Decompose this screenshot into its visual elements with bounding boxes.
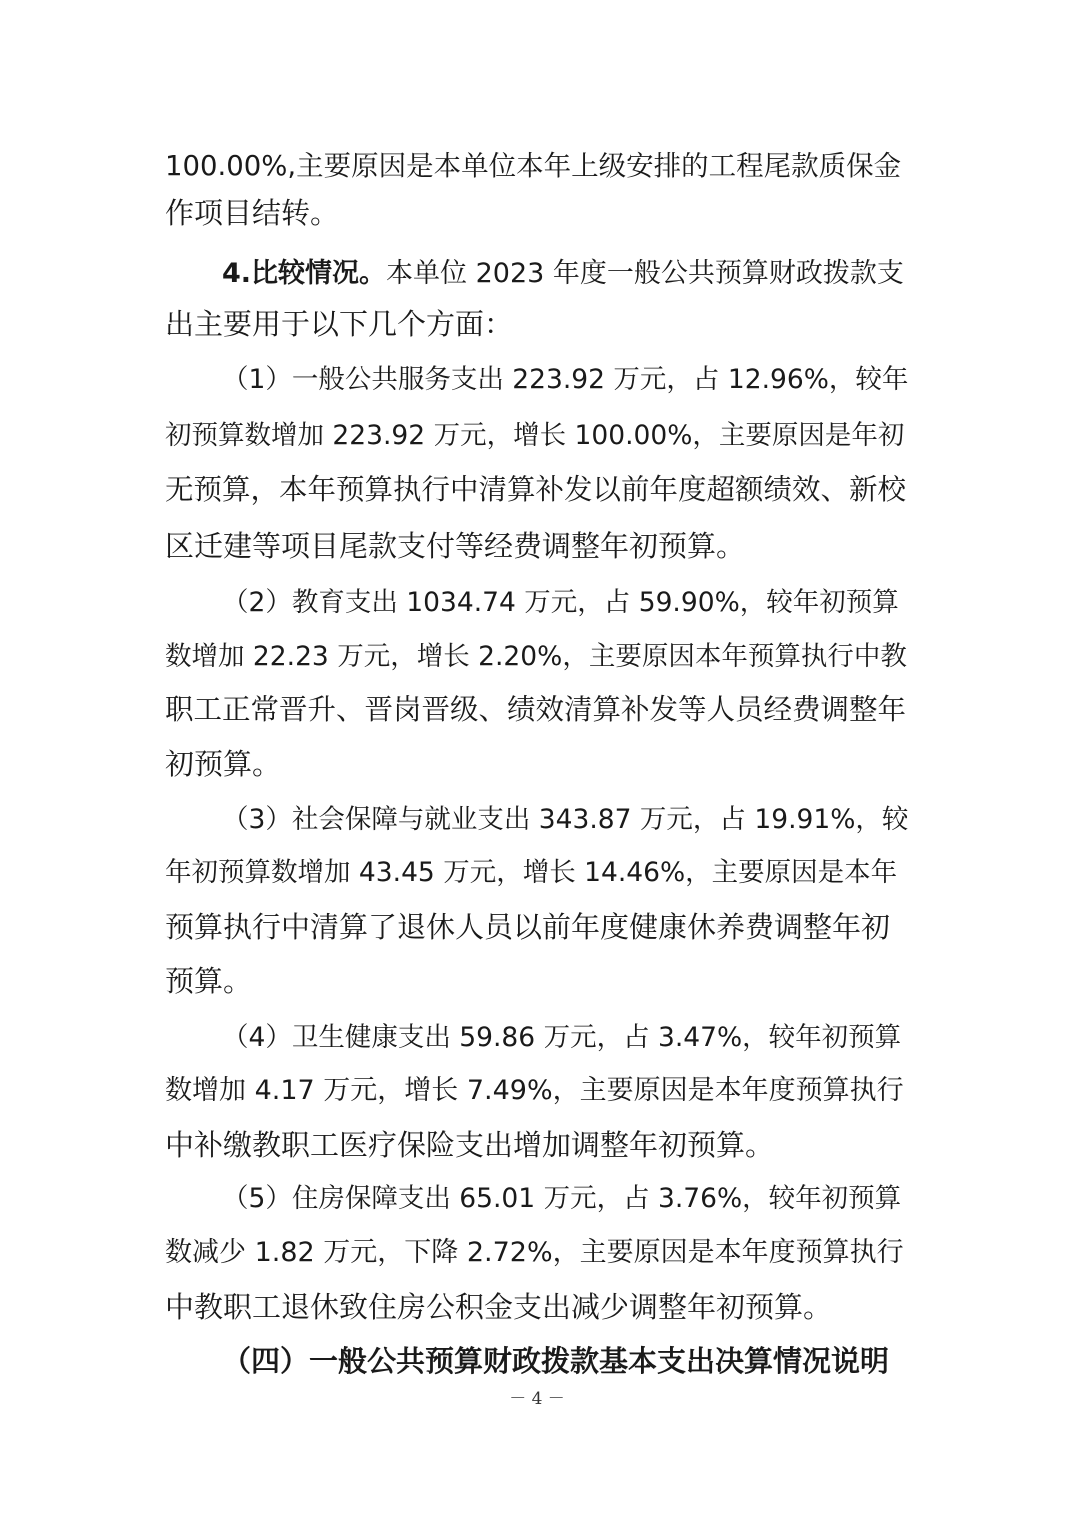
item-5-line: 数减少 1.82 万元，下降 2.72%，主要原因是本年度预算执行 bbox=[165, 1237, 904, 1268]
text-line: 出主要用于以下几个方面： bbox=[165, 307, 514, 341]
item-2-line: 数增加 22.23 万元，增长 2.20%，主要原因本年预算执行中教 bbox=[165, 641, 907, 672]
item-1-line: （1）一般公共服务支出 223.92 万元，占 12.96%，较年 bbox=[222, 364, 909, 395]
item-1-line: 区迁建等项目尾款支付等经费调整年初预算。 bbox=[165, 529, 746, 563]
item-1-line: 初预算数增加 223.92 万元，增长 100.00%，主要原因是年初 bbox=[165, 420, 905, 451]
item-4-line: （4）卫生健康支出 59.86 万元，占 3.47%，较年初预算 bbox=[222, 1022, 902, 1053]
page-number: － 4 － bbox=[509, 1389, 565, 1409]
item-3-line: 预算执行中清算了退休人员以前年度健康休养费调整年初 bbox=[165, 910, 891, 944]
item-3-line: （3）社会保障与就业支出 343.87 万元，占 19.91%，较 bbox=[222, 804, 909, 835]
item-2-line: 初预算。 bbox=[165, 747, 282, 781]
item-2-line: （2）教育支出 1034.74 万元，占 59.90%，较年初预算 bbox=[222, 587, 899, 618]
item-5-line: 中教职工退休致住房公积金支出减少调整年初预算。 bbox=[165, 1290, 833, 1324]
section-heading: （四）一般公共预算财政拨款基本支出决算情况说明 bbox=[222, 1344, 890, 1378]
item-5-line: （5）住房保障支出 65.01 万元，占 3.76%，较年初预算 bbox=[222, 1183, 902, 1214]
text-line: 100.00%,主要原因是本单位本年上级安排的工程尾款质保金 bbox=[165, 150, 902, 182]
text-line: 作项目结转。 bbox=[165, 196, 340, 230]
item-1-line: 无预算，本年预算执行中清算补发以前年度超额绩效、新校 bbox=[165, 473, 907, 506]
comparison-line bbox=[222, 254, 910, 294]
item-4-line: 中补缴教职工医疗保险支出增加调整年初预算。 bbox=[165, 1128, 775, 1162]
comparison-heading: 4.比较情况。 bbox=[222, 258, 387, 289]
item-3-line: 年初预算数增加 43.45 万元，增长 14.46%，主要原因是本年 bbox=[165, 857, 898, 888]
item-3-line: 预算。 bbox=[165, 964, 253, 998]
item-2-line: 职工正常晋升、晋岗晋级、绩效清算补发等人员经费调整年 bbox=[165, 693, 907, 726]
item-4-line: 数增加 4.17 万元，增长 7.49%，主要原因是本年度预算执行 bbox=[165, 1075, 904, 1106]
comparison-text: 本单位 2023 年度一般公共预算财政拨款支 bbox=[386, 258, 904, 289]
